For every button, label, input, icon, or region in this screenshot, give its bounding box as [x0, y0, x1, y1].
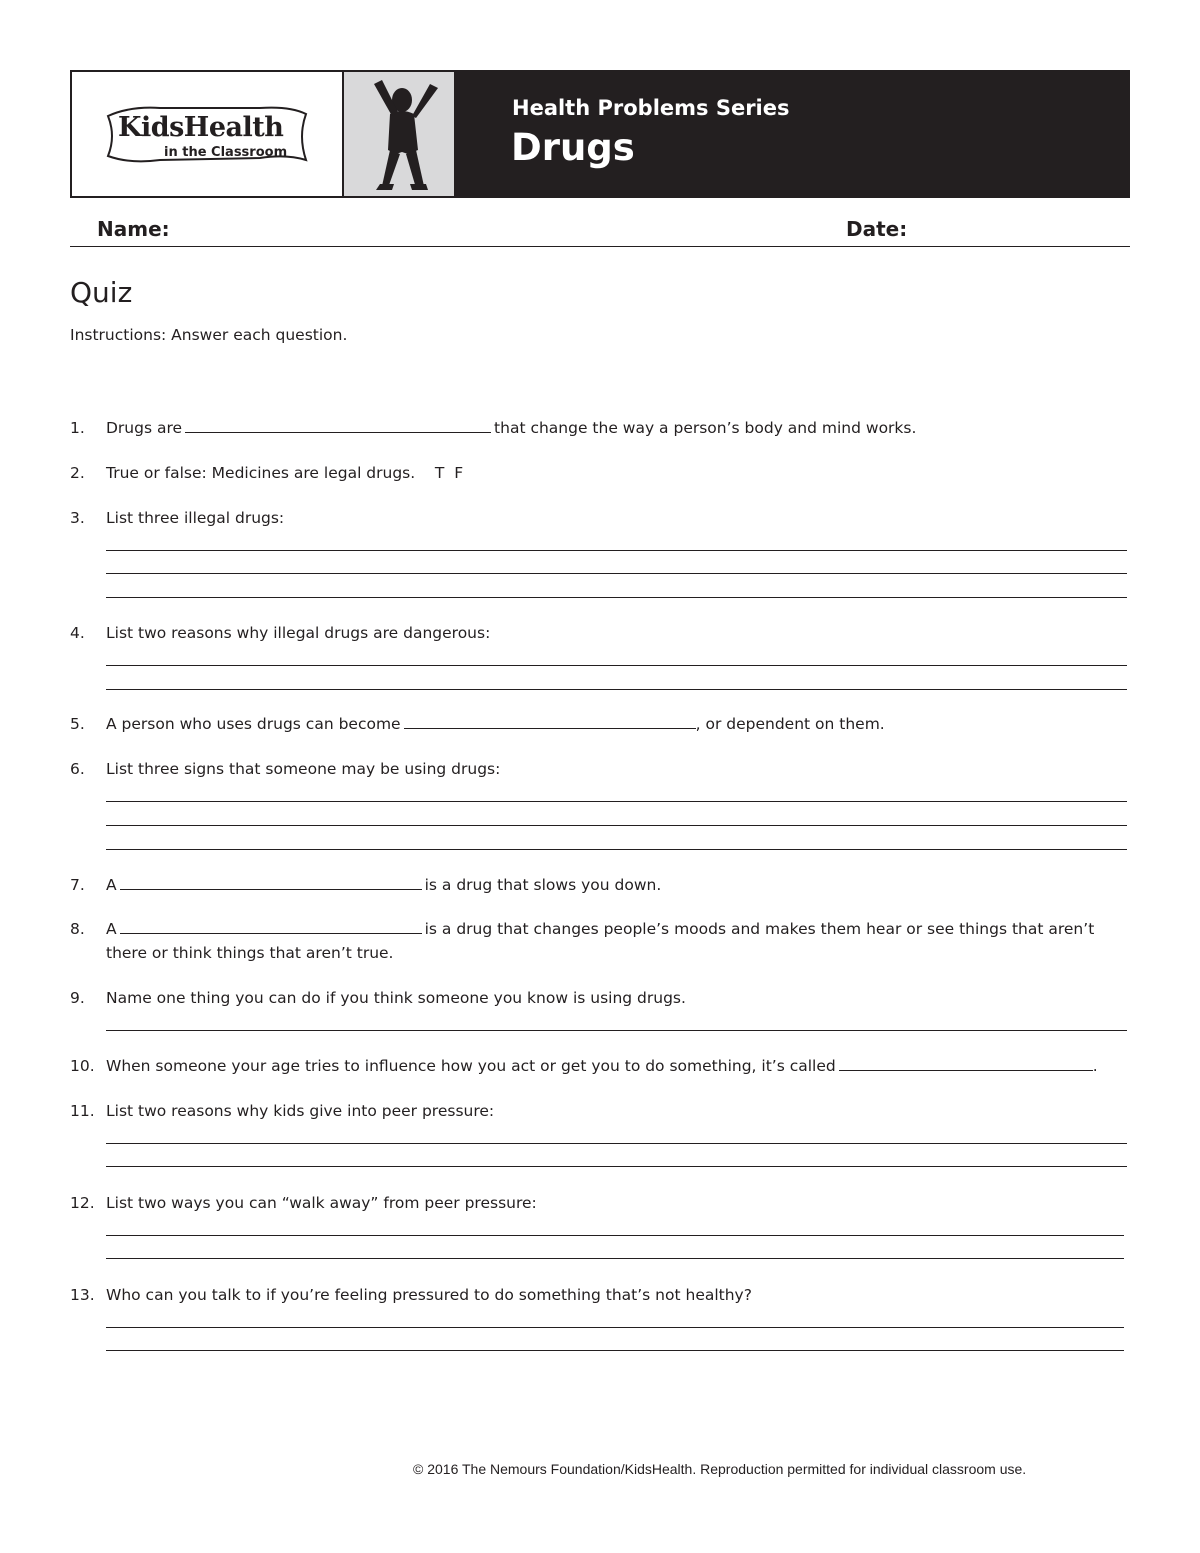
question-number: 8.: [70, 920, 85, 938]
name-label: Name:: [97, 217, 170, 241]
question-4: [70, 624, 490, 642]
series-title: Health Problems Series: [512, 96, 790, 120]
question-text: List three illegal drugs:: [106, 509, 285, 527]
question-number: 1.: [70, 419, 85, 437]
question-9: [70, 989, 686, 1007]
answer-line[interactable]: [106, 1166, 1127, 1167]
question-10: [70, 1057, 1098, 1075]
instructions: Instructions: Answer each question.: [70, 326, 348, 344]
question-3: [70, 509, 284, 527]
question-5: [70, 715, 885, 733]
question-text: , or dependent on them.: [695, 715, 885, 733]
question-number: 2.: [70, 464, 85, 482]
question-2: [70, 464, 463, 482]
question-7: [70, 876, 661, 894]
question-8-continued: there or think things that aren’t true.: [106, 944, 394, 962]
question-number: 7.: [70, 876, 85, 894]
question-text: is a drug that slows you down.: [424, 876, 662, 894]
answer-line[interactable]: [106, 1235, 1124, 1236]
answer-line[interactable]: [106, 597, 1127, 598]
answer-line[interactable]: [106, 1258, 1124, 1259]
question-8: [70, 920, 1094, 938]
logo-wordmark: KidsHealth: [118, 112, 284, 143]
question-number: 3.: [70, 509, 85, 527]
answer-line[interactable]: [106, 1327, 1124, 1328]
answer-line[interactable]: [106, 573, 1127, 574]
question-number: 10.: [70, 1057, 95, 1075]
answer-line[interactable]: [106, 689, 1127, 690]
question-number: 13.: [70, 1286, 95, 1304]
title-panel: [456, 72, 1128, 196]
question-text: List two reasons why kids give into peer pressure:: [106, 1102, 495, 1120]
question-text: Name one thing you can do if you think someone you know is using drugs.: [106, 989, 686, 1007]
question-text: Drugs are: [106, 419, 183, 437]
question-number: 6.: [70, 760, 85, 778]
question-text: List three signs that someone may be using drugs:: [106, 760, 501, 778]
question-11: [70, 1102, 494, 1120]
question-text: List two reasons why illegal drugs are dangerous:: [106, 624, 491, 642]
answer-line[interactable]: [106, 825, 1127, 826]
question-1: [70, 419, 916, 437]
question-text: Who can you talk to if you’re feeling pressured to do something that’s not healthy?: [106, 1286, 752, 1304]
question-number: 12.: [70, 1194, 95, 1212]
page-title: Drugs: [511, 126, 635, 169]
answer-line[interactable]: [106, 849, 1127, 850]
kidshealth-logo: [100, 102, 314, 168]
answer-line[interactable]: [106, 550, 1127, 551]
question-text: that change the way a person’s body and mind works.: [494, 419, 917, 437]
logo-subtitle: in the Classroom: [164, 145, 288, 160]
header-photo: [344, 72, 456, 196]
question-text: When someone your age tries to influence how you act or get you to do something, it’s called: [106, 1057, 836, 1075]
header-banner: [70, 70, 1130, 198]
quiz-heading: Quiz: [70, 276, 133, 309]
answer-blank[interactable]: [404, 727, 696, 729]
question-text: A: [106, 876, 117, 894]
date-label: Date:: [846, 217, 908, 241]
question-12: [70, 1194, 537, 1212]
logo-box: [72, 72, 344, 196]
answer-blank[interactable]: [120, 888, 422, 890]
question-text: List two ways you can “walk away” from peer pressure:: [106, 1194, 537, 1212]
question-6: [70, 760, 500, 778]
question-13: [70, 1286, 752, 1304]
question-number: 11.: [70, 1102, 95, 1120]
answer-blank[interactable]: [185, 431, 491, 433]
question-text: .: [1092, 1057, 1098, 1075]
answer-line[interactable]: [106, 801, 1127, 802]
answer-blank[interactable]: [839, 1069, 1093, 1071]
answer-blank[interactable]: [120, 932, 422, 934]
answer-line[interactable]: [106, 1030, 1127, 1031]
name-date-row: [70, 214, 1130, 247]
question-text: True or false: Medicines are legal drugs. T F: [106, 464, 464, 482]
question-text: A: [106, 920, 117, 938]
answer-line[interactable]: [106, 1143, 1127, 1144]
answer-line[interactable]: [106, 665, 1127, 666]
question-text: is a drug that changes people’s moods and makes them hear or see things that aren’t: [424, 920, 1095, 938]
question-text: A person who uses drugs can become: [106, 715, 401, 733]
answer-line[interactable]: [106, 1350, 1124, 1351]
question-number: 9.: [70, 989, 85, 1007]
copyright-footer: © 2016 The Nemours Foundation/KidsHealth. Reproduction permitted for individual classroom use.: [413, 1461, 1027, 1477]
child-silhouette-icon: [344, 72, 456, 196]
question-number: 5.: [70, 715, 85, 733]
question-number: 4.: [70, 624, 85, 642]
